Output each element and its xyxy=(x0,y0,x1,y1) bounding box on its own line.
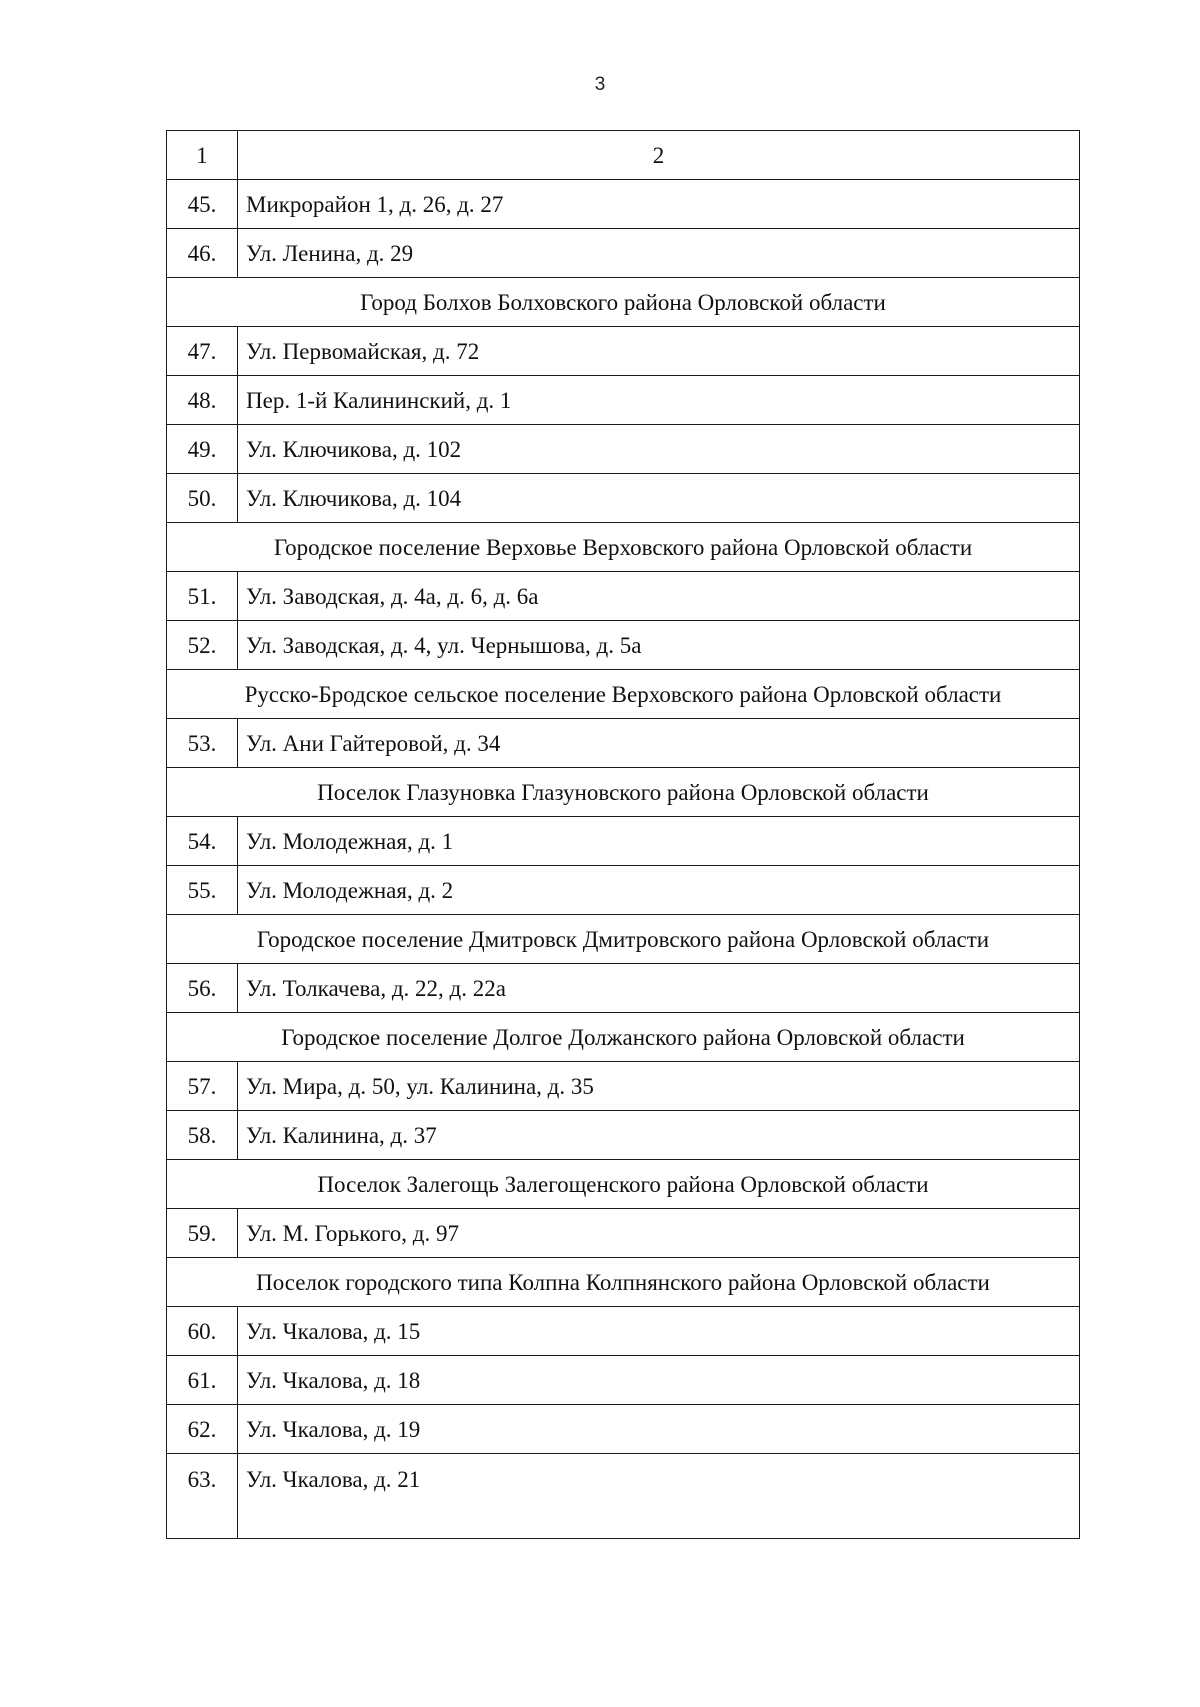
table-row xyxy=(167,1454,1080,1539)
section-title: Поселок городского типа Колпна Колпнянского района Орловской области xyxy=(167,1258,1080,1307)
row-number: 57. xyxy=(167,1062,238,1111)
row-number: 48. xyxy=(167,376,238,425)
section-title: Городское поселение Дмитровск Дмитровского района Орловской области xyxy=(167,915,1080,964)
section-title: Городское поселение Верховье Верховского района Орловской области xyxy=(167,523,1080,572)
row-address: Ул. Ленина, д. 29 xyxy=(238,229,1080,278)
row-number: 56. xyxy=(167,964,238,1013)
table-row xyxy=(167,327,1080,376)
section-row xyxy=(167,1160,1080,1209)
row-address: Ул. Молодежная, д. 2 xyxy=(238,866,1080,915)
row-number: 61. xyxy=(167,1356,238,1405)
table-body xyxy=(167,131,1080,1539)
table-header-row xyxy=(167,131,1080,180)
table-row xyxy=(167,866,1080,915)
table-row xyxy=(167,621,1080,670)
section-row xyxy=(167,278,1080,327)
row-number: 54. xyxy=(167,817,238,866)
section-row xyxy=(167,670,1080,719)
page-number: 3 xyxy=(594,74,606,95)
row-address: Ул. Заводская, д. 4а, д. 6, д. 6а xyxy=(238,572,1080,621)
row-address: Ул. Заводская, д. 4, ул. Чернышова, д. 5а xyxy=(238,621,1080,670)
row-address: Ул. Калинина, д. 37 xyxy=(238,1111,1080,1160)
row-number: 59. xyxy=(167,1209,238,1258)
row-number: 45. xyxy=(167,180,238,229)
table-row xyxy=(167,817,1080,866)
row-address: Микрорайон 1, д. 26, д. 27 xyxy=(238,180,1080,229)
row-number: 55. xyxy=(167,866,238,915)
row-address: Ул. Ани Гайтеровой, д. 34 xyxy=(238,719,1080,768)
row-address: Ул. Молодежная, д. 1 xyxy=(238,817,1080,866)
table-row xyxy=(167,1405,1080,1454)
row-number: 58. xyxy=(167,1111,238,1160)
section-title: Город Болхов Болховского района Орловской области xyxy=(167,278,1080,327)
table-row xyxy=(167,376,1080,425)
table-row xyxy=(167,572,1080,621)
row-number: 49. xyxy=(167,425,238,474)
row-address: Ул. Мира, д. 50, ул. Калинина, д. 35 xyxy=(238,1062,1080,1111)
row-address: Ул. М. Горького, д. 97 xyxy=(238,1209,1080,1258)
row-address: Ул. Первомайская, д. 72 xyxy=(238,327,1080,376)
row-address: Ул. Толкачева, д. 22, д. 22а xyxy=(238,964,1080,1013)
section-row xyxy=(167,768,1080,817)
section-row xyxy=(167,523,1080,572)
table-row xyxy=(167,964,1080,1013)
row-number: 63. xyxy=(167,1454,238,1539)
row-address: Ул. Чкалова, д. 18 xyxy=(238,1356,1080,1405)
row-number: 46. xyxy=(167,229,238,278)
table-row xyxy=(167,1307,1080,1356)
row-number: 50. xyxy=(167,474,238,523)
section-title: Поселок Глазуновка Глазуновского района Орловской области xyxy=(167,768,1080,817)
section-row xyxy=(167,1013,1080,1062)
table-row xyxy=(167,1062,1080,1111)
row-number: 60. xyxy=(167,1307,238,1356)
row-number: 52. xyxy=(167,621,238,670)
row-address: Ул. Чкалова, д. 21 xyxy=(238,1454,1080,1539)
row-address: Ул. Ключикова, д. 104 xyxy=(238,474,1080,523)
header-col-1: 1 xyxy=(167,131,238,180)
row-number: 62. xyxy=(167,1405,238,1454)
table-row xyxy=(167,1356,1080,1405)
section-row xyxy=(167,915,1080,964)
table-row xyxy=(167,1209,1080,1258)
row-number: 51. xyxy=(167,572,238,621)
section-title: Русско-Бродское сельское поселение Верховского района Орловской области xyxy=(167,670,1080,719)
address-table xyxy=(166,130,1080,1539)
row-number: 47. xyxy=(167,327,238,376)
table-row xyxy=(167,425,1080,474)
row-number: 53. xyxy=(167,719,238,768)
section-title: Поселок Залегощь Залегощенского района Орловской области xyxy=(167,1160,1080,1209)
section-title: Городское поселение Долгое Должанского района Орловской области xyxy=(167,1013,1080,1062)
row-address: Ул. Чкалова, д. 19 xyxy=(238,1405,1080,1454)
section-row xyxy=(167,1258,1080,1307)
table-row xyxy=(167,719,1080,768)
table-row xyxy=(167,1111,1080,1160)
table-row xyxy=(167,474,1080,523)
row-address: Пер. 1-й Калининский, д. 1 xyxy=(238,376,1080,425)
row-address: Ул. Чкалова, д. 15 xyxy=(238,1307,1080,1356)
header-col-2: 2 xyxy=(238,131,1080,180)
table-row xyxy=(167,229,1080,278)
table-row xyxy=(167,180,1080,229)
row-address: Ул. Ключикова, д. 102 xyxy=(238,425,1080,474)
